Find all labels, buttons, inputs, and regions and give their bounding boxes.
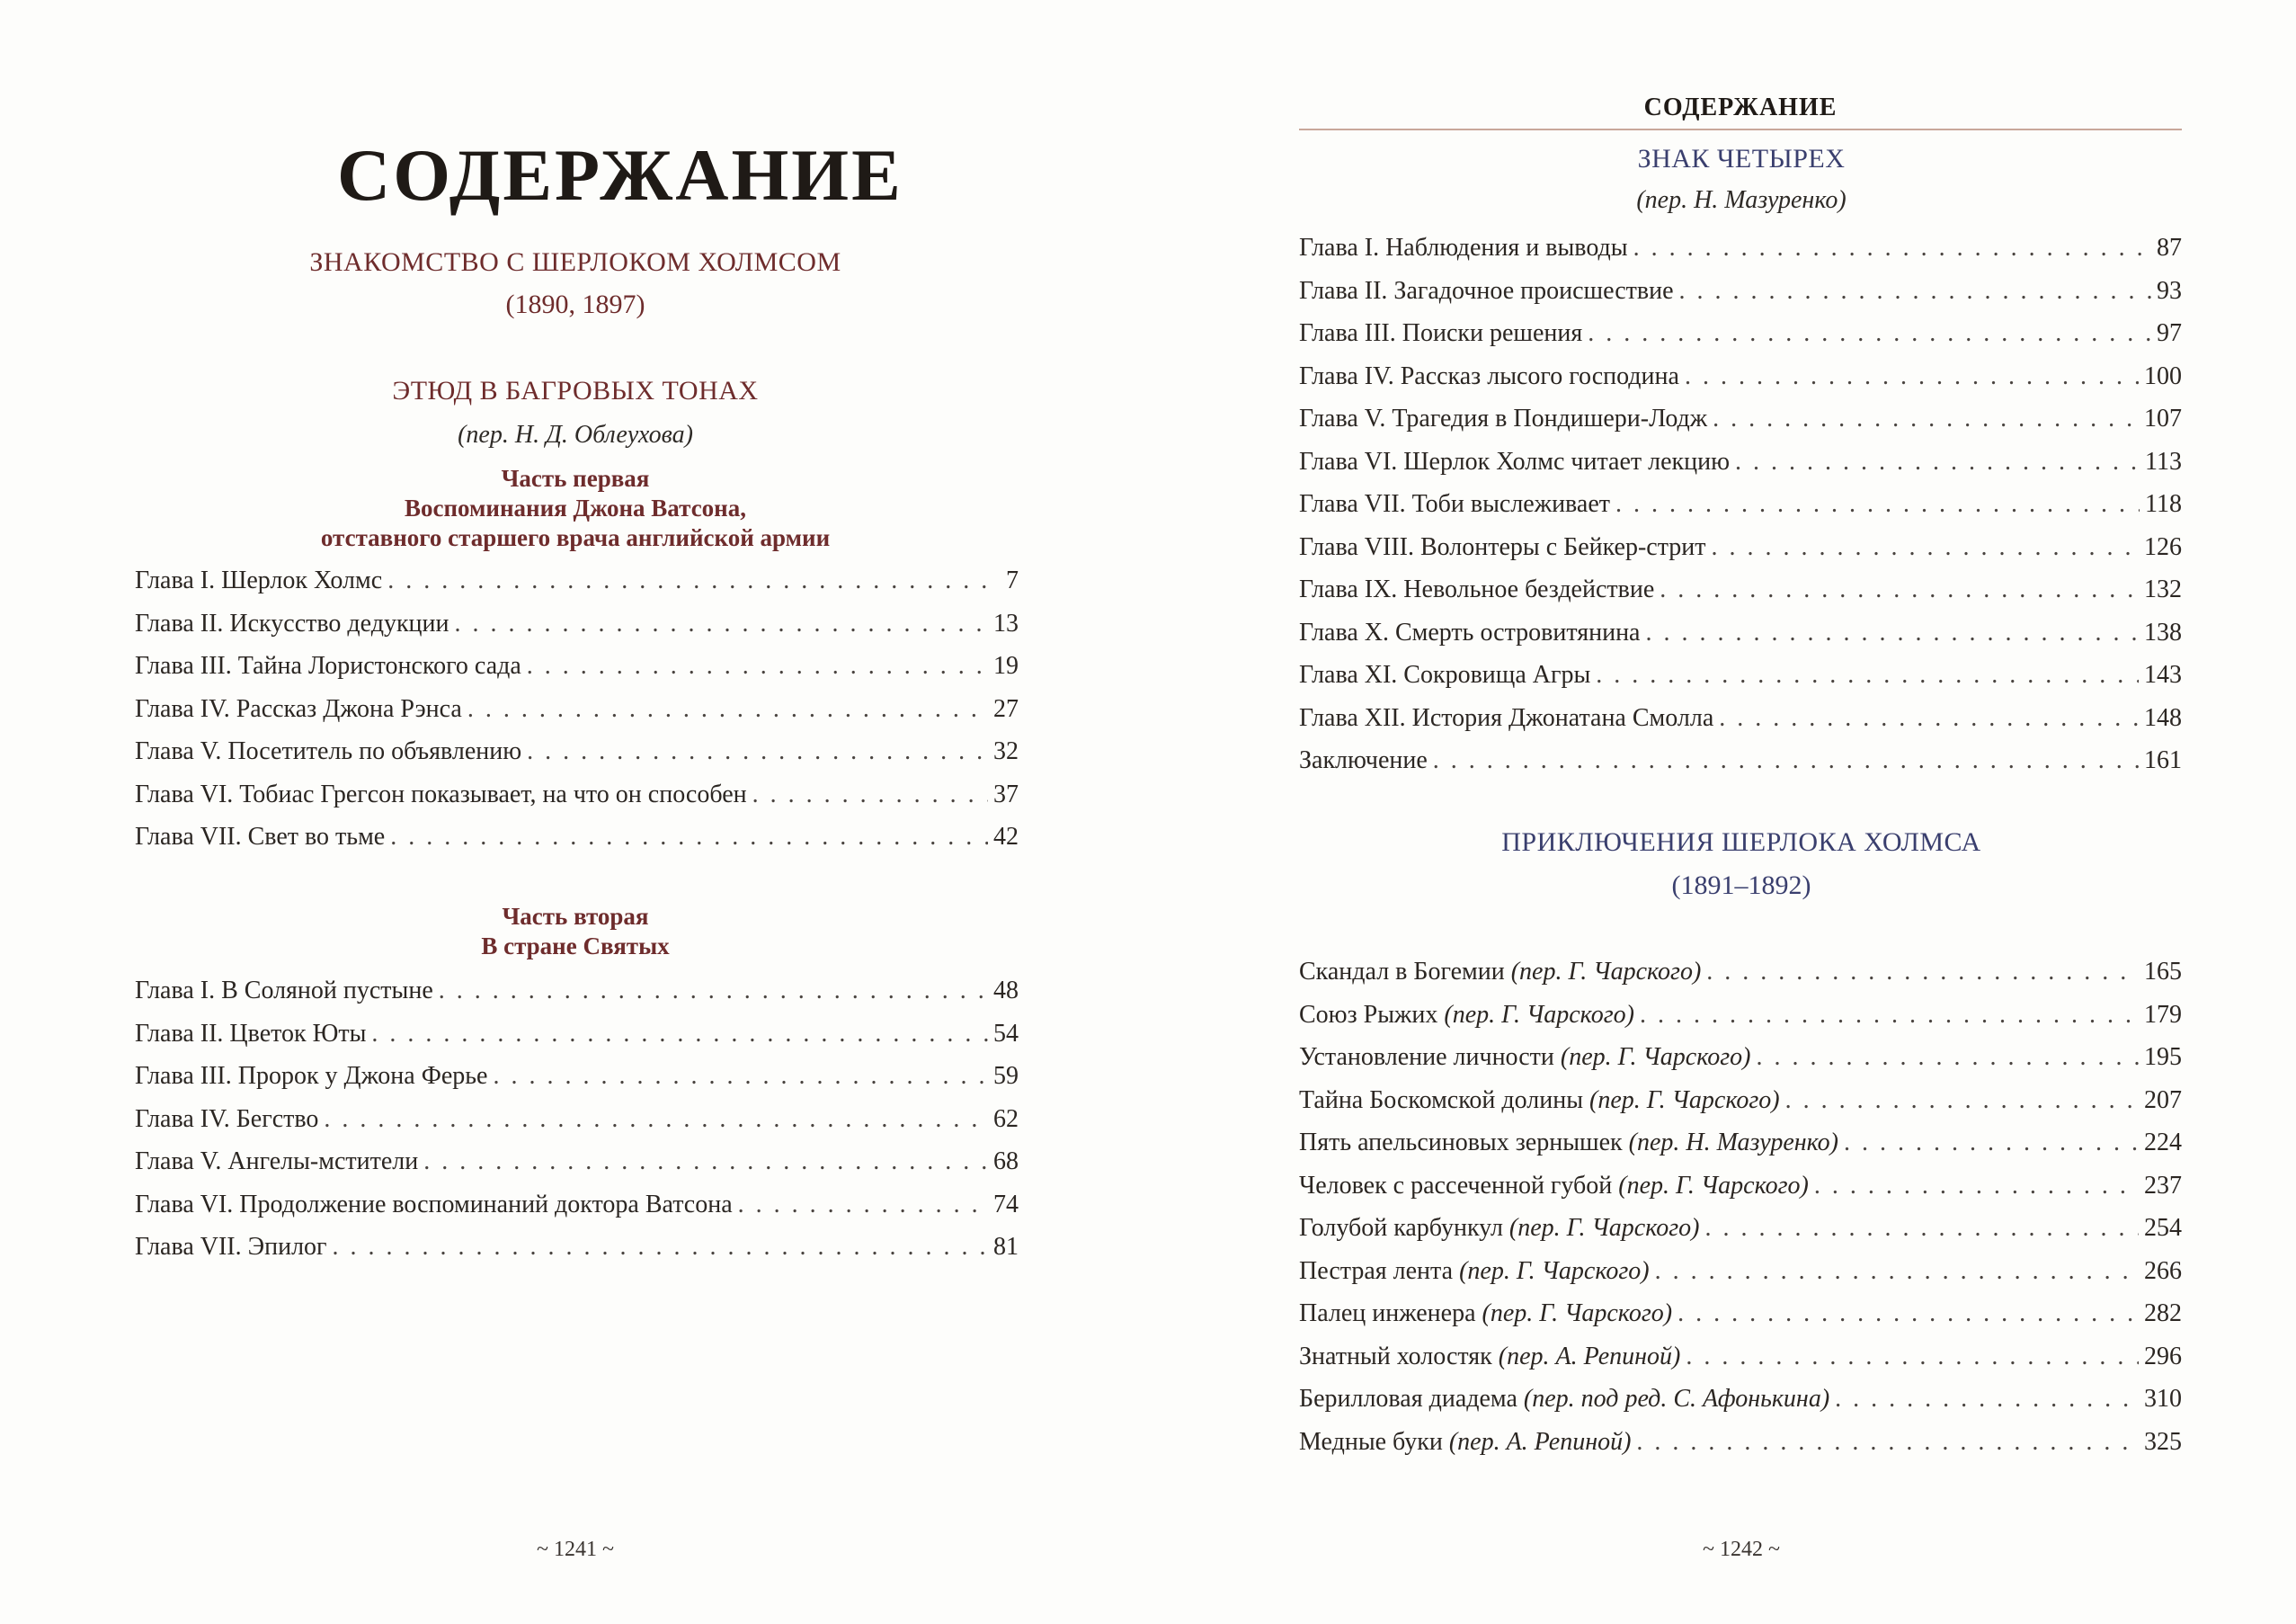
toc-page-number: 93 [2157,276,2182,305]
toc-page-number: 325 [2144,1427,2182,1456]
toc-page-number: 68 [993,1147,1019,1175]
toc-entry[interactable] [1299,355,2182,398]
toc-entry-title: Глава XI. Сокровища Агры [1299,661,1591,689]
toc-entry[interactable] [135,773,1019,816]
leader-dots [1785,1079,2139,1122]
toc-entry[interactable] [1299,1378,2182,1421]
leader-dots [1433,739,2139,782]
toc-page-number: 42 [993,823,1019,851]
work-translator: (пер. Н. Мазуренко) [1636,186,1847,214]
leader-dots [1679,270,2151,313]
toc-entry[interactable] [1299,1079,2182,1122]
story-translator: (пер. Г. Чарского) [1560,1043,1751,1071]
toc-entry-title: Глава XII. История Джонатана Смолла [1299,703,1714,732]
toc-entry-title: Глава IV. Рассказ Джона Рэнса [135,694,462,723]
toc-page-number: 254 [2144,1214,2182,1242]
story-translator: (пер. Г. Чарского) [1510,958,1702,986]
toc-page-number: 7 [1006,567,1019,594]
leader-dots [1712,526,2140,569]
leader-dots [1660,568,2139,611]
leader-dots [1835,1378,2139,1421]
toc-entry-title: Заключение [1299,746,1428,774]
leader-dots [1588,312,2151,355]
toc-entry-title: Палец инженера (пер. Г. Чарского) [1299,1299,1673,1327]
leader-dots [387,559,1001,602]
toc-page-number: 37 [993,780,1019,808]
toc-page-number: 161 [2144,746,2182,774]
toc-entry-title: Глава IV. Бегство [135,1104,319,1133]
leader-dots [390,816,988,859]
toc-entry-title: Глава III. Пророк у Джона Ферье [135,1062,488,1090]
part-subtitle: отставного старшего врача английской армии [320,524,831,551]
leader-dots [1844,1121,2139,1164]
toc-entry-title: Глава V. Ангелы-мстители [135,1147,419,1175]
toc-entry[interactable] [1299,1207,2182,1250]
work-title: ЭТЮД В БАГРОВЫХ ТОНАХ [392,376,759,406]
story-translator: (пер. Г. Чарского) [1508,1214,1700,1242]
toc-page-number: 179 [2144,1000,2182,1029]
toc-entry[interactable] [135,1226,1019,1269]
story-translator: (пер. А. Репиной) [1498,1342,1681,1370]
toc-entry-title: Глава VIII. Волонтеры с Бейкер-стрит [1299,532,1706,561]
toc-page-number: 74 [993,1190,1019,1218]
toc-list [135,559,1019,859]
toc-page-number: 113 [2145,447,2182,476]
toc-entry[interactable] [135,1013,1019,1056]
toc-entry[interactable] [135,730,1019,773]
toc-entry[interactable] [1299,994,2182,1037]
toc-entry[interactable] [1299,227,2182,270]
leader-dots [333,1226,988,1269]
leader-dots [1719,697,2139,740]
toc-page-number: 126 [2144,532,2182,561]
toc-entry-title: Глава I. Шерлок Холмс [135,567,383,594]
leader-dots [324,1098,988,1141]
leader-dots [493,1055,988,1098]
toc-page-number: 207 [2144,1085,2182,1114]
toc-page-number: 266 [2144,1256,2182,1285]
toc-page-number: 132 [2144,576,2182,603]
toc-entry[interactable] [1299,1335,2182,1379]
leader-dots [1735,441,2140,484]
leader-dots [752,773,988,816]
toc-entry-title: Глава I. Наблюдения и выводы [1299,234,1628,262]
story-translator: (пер. А. Репиной) [1448,1427,1632,1456]
toc-entry[interactable] [135,645,1019,688]
leader-dots [527,645,988,688]
toc-page-number: 59 [993,1062,1019,1090]
toc-entry[interactable] [1299,654,2182,697]
part-heading [256,464,894,553]
toc-entry[interactable] [135,1098,1019,1141]
leader-dots [1706,950,2139,994]
part-heading [301,902,850,961]
work-translator: (пер. Н. Д. Облеухова) [458,421,693,449]
toc-entry-title: Глава VI. Продолжение воспоминаний доктора Ватсона [135,1190,733,1218]
toc-entry[interactable] [1299,397,2182,441]
leader-dots [527,730,988,773]
story-translator: (пер. под ред. С. Афонькина) [1523,1385,1830,1413]
story-translator: (пер. Г. Чарского) [1589,1085,1780,1114]
toc-list [1299,227,2182,782]
collection-title: ПРИКЛЮЧЕНИЯ ШЕРЛОКА ХОЛМСА [1501,827,1981,857]
story-translator: (пер. Г. Чарского) [1482,1299,1673,1327]
leader-dots [1636,1421,2139,1464]
toc-entry[interactable] [135,559,1019,602]
leader-dots [423,1140,988,1183]
toc-entry[interactable] [135,1183,1019,1227]
toc-page-number: 224 [2144,1129,2182,1156]
toc-entry[interactable] [135,688,1019,731]
toc-entry-title: Глава VII. Свет во тьме [135,823,386,851]
toc-page-number: 165 [2144,958,2182,986]
toc-entry-title: Глава III. Поиски решения [1299,319,1583,347]
toc-entry[interactable] [1299,526,2182,569]
toc-page-number: 100 [2144,361,2182,390]
toc-page-number: 54 [993,1019,1019,1048]
toc-entry[interactable] [135,969,1019,1013]
leader-dots [1615,483,2140,526]
toc-entry-title: Глава IX. Невольное бездействие [1299,576,1655,603]
toc-entry[interactable] [1299,611,2182,655]
leader-dots [1686,1335,2139,1379]
toc-entry-title: Глава VII. Тоби выслеживает [1299,490,1610,518]
leader-dots [738,1183,988,1227]
story-translator: (пер. Г. Чарского) [1459,1256,1650,1285]
toc-page-number: 13 [993,609,1019,638]
header-rule [1299,129,2182,130]
part-number: Часть первая [501,465,650,492]
toc-entry-title: Союз Рыжих (пер. Г. Чарского) [1299,1000,1634,1029]
leader-dots [1713,397,2139,441]
toc-entry-title: Человек с рассеченной губой (пер. Г. Чарского) [1299,1171,1809,1200]
toc-entry[interactable] [1299,697,2182,740]
toc-entry-title: Глава II. Загадочное происшествие [1299,276,1674,305]
toc-entry[interactable] [1299,568,2182,611]
toc-entry-title: Глава III. Тайна Лористонского сада [135,652,521,680]
toc-page-number: 118 [2145,490,2182,518]
toc-page-number: 310 [2144,1385,2182,1413]
toc-entry-title: Голубой карбункул (пер. Г. Чарского) [1299,1214,1700,1242]
collection-title: ЗНАКОМСТВО С ШЕРЛОКОМ ХОЛМСОМ [309,247,841,277]
toc-entry[interactable] [135,602,1019,646]
leader-dots [1633,227,2151,270]
page-number-footer: ~ 1241 ~ [537,1538,614,1561]
toc-entry-title: Берилловая диадема (пер. под ред. С. Афонькина) [1299,1385,1830,1413]
toc-entry[interactable] [1299,483,2182,526]
toc-entry-title: Глава II. Искусство дедукции [135,609,449,638]
toc-entry[interactable] [1299,1121,2182,1164]
leader-dots [1645,611,2139,655]
toc-page-number: 81 [993,1233,1019,1261]
story-translator: (пер. Г. Чарского) [1618,1171,1809,1200]
toc-entry[interactable] [1299,1164,2182,1208]
toc-page-number: 27 [993,694,1019,723]
toc-page-number: 195 [2144,1043,2182,1071]
toc-entry-title: Глава II. Цветок Юты [135,1019,367,1048]
toc-list [135,969,1019,1269]
toc-entry-title: Глава VI. Шерлок Холмс читает лекцию [1299,447,1731,476]
leader-dots [1705,1207,2140,1250]
leader-dots [439,969,988,1013]
toc-entry[interactable] [1299,1250,2182,1293]
story-translator: (пер. Н. Мазуренко) [1628,1129,1838,1156]
story-translator: (пер. Г. Чарского) [1444,1000,1634,1029]
leader-dots [1814,1164,2139,1208]
right-page [1148,0,2296,1624]
running-head: СОДЕРЖАНИЕ [1643,94,1838,121]
toc-entry[interactable] [1299,950,2182,994]
toc-entry-title: Медные буки (пер. А. Репиной) [1299,1427,1632,1456]
toc-list [1299,950,2182,1463]
toc-entry-title: Пестрая лента (пер. Г. Чарского) [1299,1256,1650,1285]
toc-page-number: 97 [2157,319,2182,347]
page-title: СОДЕРЖАНИЕ [337,134,903,216]
toc-entry-title: Глава VII. Эпилог [135,1233,327,1261]
toc-page-number: 48 [993,977,1019,1004]
toc-entry-title: Глава X. Смерть островитянина [1299,618,1641,647]
leader-dots [1640,994,2139,1037]
toc-entry-title: Установление личности (пер. Г. Чарского) [1299,1043,1751,1071]
collection-years: (1891–1892) [1671,870,1811,900]
toc-entry-title: Знатный холостяк (пер. А. Репиной) [1299,1342,1681,1370]
leader-dots [1685,355,2139,398]
toc-entry[interactable] [1299,1421,2182,1464]
toc-entry[interactable] [135,1140,1019,1183]
leader-dots [467,688,988,731]
leader-dots [1756,1036,2139,1079]
toc-page-number: 282 [2144,1299,2182,1327]
part-subtitle: В стране Святых [481,932,670,959]
leader-dots [1596,654,2139,697]
toc-page-number: 237 [2144,1171,2182,1200]
leader-dots [1678,1292,2139,1335]
toc-page-number: 143 [2144,661,2182,689]
toc-page-number: 32 [993,737,1019,765]
part-subtitle: Воспоминания Джона Ватсона, [405,495,746,522]
toc-entry[interactable] [135,1055,1019,1098]
toc-entry-title: Глава VI. Тобиас Грегсон показывает, на что он способен [135,780,747,808]
toc-page-number: 87 [2157,234,2182,262]
toc-entry[interactable] [1299,270,2182,313]
toc-entry[interactable] [1299,312,2182,355]
toc-page-number: 62 [993,1104,1019,1133]
toc-entry[interactable] [1299,1292,2182,1335]
toc-entry-title: Глава V. Посетитель по объявлению [135,737,522,765]
toc-entry-title: Глава IV. Рассказ лысого господина [1299,361,1679,390]
work-title: ЗНАК ЧЕТЫРЕХ [1637,144,1846,174]
toc-page-number: 148 [2144,703,2182,732]
part-number: Часть вторая [502,903,649,930]
leader-dots [455,602,989,646]
toc-entry[interactable] [1299,739,2182,782]
toc-page-number: 19 [993,652,1019,680]
toc-entry-title: Глава I. В Соляной пустыне [135,977,433,1004]
toc-entry[interactable] [1299,1036,2182,1079]
collection-years: (1890, 1897) [505,290,645,319]
toc-page-number: 107 [2144,405,2182,433]
toc-entry-title: Тайна Боскомской долины (пер. Г. Чарского) [1299,1085,1780,1114]
toc-entry[interactable] [1299,441,2182,484]
toc-page-number: 138 [2144,618,2182,647]
toc-entry[interactable] [135,816,1019,859]
leader-dots [1655,1250,2139,1293]
toc-page-number: 296 [2144,1342,2182,1370]
toc-entry-title: Скандал в Богемии (пер. Г. Чарского) [1299,958,1702,986]
toc-entry-title: Глава V. Трагедия в Пондишери-Лодж [1299,405,1708,433]
leader-dots [371,1013,988,1056]
toc-entry-title: Пять апельсиновых зернышек (пер. Н. Мазуренко) [1299,1129,1838,1156]
page-number-footer: ~ 1242 ~ [1703,1538,1780,1561]
